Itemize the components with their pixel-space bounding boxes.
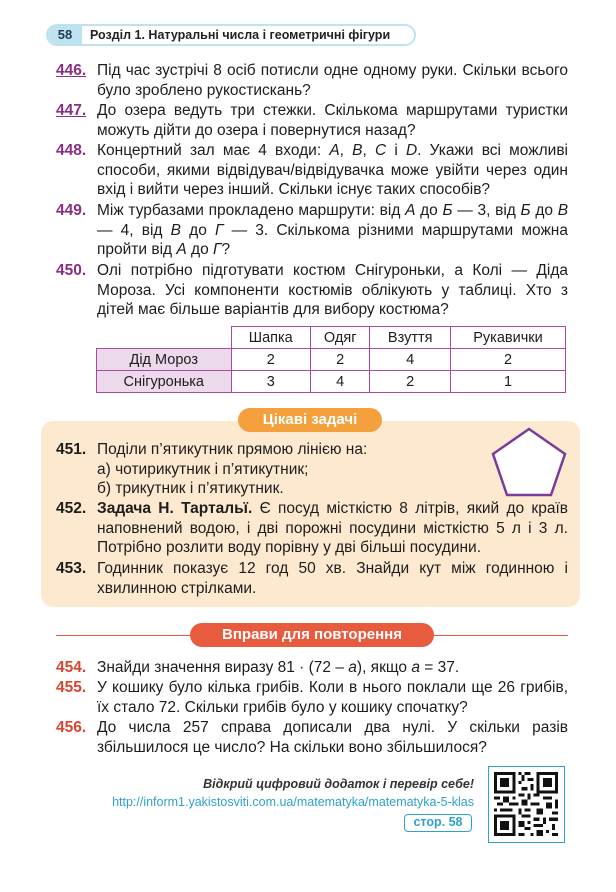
table-cell: 2 xyxy=(231,349,311,371)
table-cell: 3 xyxy=(231,371,311,393)
table-header-row xyxy=(97,327,566,349)
problem-text: У кошику було кілька грибів. Коли в нього поклали ще 26 грибів, їх стало 72. Скільки грибів було у кошику спочатку? xyxy=(97,679,568,716)
page-reference-badge: стор. 58 xyxy=(404,814,472,832)
problem-text: До числа 257 справа дописали два нулі. У скільки разів збільшилося це число? На скільки воно збільшилося? xyxy=(97,719,568,756)
problem-451 xyxy=(56,440,476,499)
problem-number: 454. xyxy=(56,659,87,676)
table-header: Шапка xyxy=(231,327,311,349)
table-cell: 1 xyxy=(451,371,566,393)
problem-number: 448. xyxy=(56,142,87,159)
page-number: 58 xyxy=(48,26,82,44)
problem-text: Поділи п’ятикутник прямою лінією на: xyxy=(97,441,368,458)
digital-app-prompt: Відкрий цифровий додаток і перевір себе! xyxy=(203,777,474,791)
problem-number: 453. xyxy=(56,560,87,577)
problem-449 xyxy=(56,201,568,260)
problem-455 xyxy=(56,678,568,717)
problem-number: 451. xyxy=(56,441,87,458)
option-b: б) трикутник і п’ятикутник. xyxy=(97,480,284,497)
section-title-review: Вправи для повторення xyxy=(190,623,434,647)
section-title-interesting: Цікаві задачі xyxy=(238,408,382,432)
problem-number: 455. xyxy=(56,679,87,696)
problem-456 xyxy=(56,718,568,757)
problem-text: До озера ведуть три стежки. Скількома маршрутами туристки можуть дійти до озера і повернутися назад? xyxy=(97,102,568,139)
problem-text: Між турбазами прокладено маршрути: від A до Б — 3, від Б до В — 4, від В до Г — 3. Скількома різними маршрутами можна пройти від A до Г? xyxy=(97,202,569,258)
problem-number: 456. xyxy=(56,719,87,736)
costume-table xyxy=(96,326,566,393)
problem-text: Задача Н. Тартальї. Є посуд місткістю 8 літрів, який до країв наповнений водою, і дві порожні посудини місткістю 5 л і 3 л. Потрібно розлити воду порівну у дві більші посудини. xyxy=(97,500,568,556)
problem-448 xyxy=(56,141,568,200)
table-row xyxy=(97,371,566,393)
problem-453 xyxy=(56,559,568,598)
pentagon-icon xyxy=(489,426,569,498)
table-header: Взуття xyxy=(370,327,451,349)
table-row xyxy=(97,349,566,371)
table-cell: 2 xyxy=(311,349,370,371)
problem-text: Олі потрібно підготувати костюм Снігуроньки, а Колі — Діда Мороза. Усі компоненти костюмів облікують у таблиці. Хто з дітей має більше варіантів для вибору костюма? xyxy=(97,262,568,318)
table-header: Одяг xyxy=(311,327,370,349)
problem-number: 446. xyxy=(56,62,87,79)
problem-452 xyxy=(56,499,568,558)
table-cell: 2 xyxy=(451,349,566,371)
problem-text: Під час зустрічі 8 осіб потисли одне одному руки. Скільки всього було зроблено рукостискань? xyxy=(97,62,568,99)
problem-number: 447. xyxy=(56,102,87,119)
problem-text: Годинник показує 12 год 50 хв. Знайди кут між годинною і хвилинною стрілками. xyxy=(97,560,568,597)
table-header: Рукавички xyxy=(451,327,566,349)
page-header xyxy=(46,24,416,46)
table-cell: 4 xyxy=(311,371,370,393)
resource-link[interactable]: http://inform1.yakistosviti.com.ua/matematyka/matematyka-5-klas xyxy=(112,795,474,809)
qr-code-icon[interactable] xyxy=(488,766,565,843)
problem-454 xyxy=(56,658,568,678)
problem-446 xyxy=(56,61,568,100)
chapter-title: Розділ 1. Натуральні числа і геометричні фігури xyxy=(90,28,391,42)
row-label: Снігуронька xyxy=(97,371,232,393)
table-cell: 4 xyxy=(370,349,451,371)
option-a: а) чотирикутник і п’ятикутник; xyxy=(97,460,309,478)
problem-number: 452. xyxy=(56,500,87,517)
problem-447 xyxy=(56,101,568,140)
row-label: Дід Мороз xyxy=(97,349,232,371)
problem-number: 450. xyxy=(56,262,87,279)
table-corner xyxy=(97,327,232,349)
table-cell: 2 xyxy=(370,371,451,393)
problem-text: Знайди значення виразу 81 · (72 – a), якщо a = 37. xyxy=(97,659,460,676)
problem-text: Концертний зал має 4 входи: A, B, C і D. Укажи всі можливі способи, якими відвідувач/відвідувачка може увійти через один вхід і вийти через інший. Скільки існує таких способів? xyxy=(97,142,568,198)
problem-number: 449. xyxy=(56,202,87,219)
problem-450 xyxy=(56,261,568,320)
